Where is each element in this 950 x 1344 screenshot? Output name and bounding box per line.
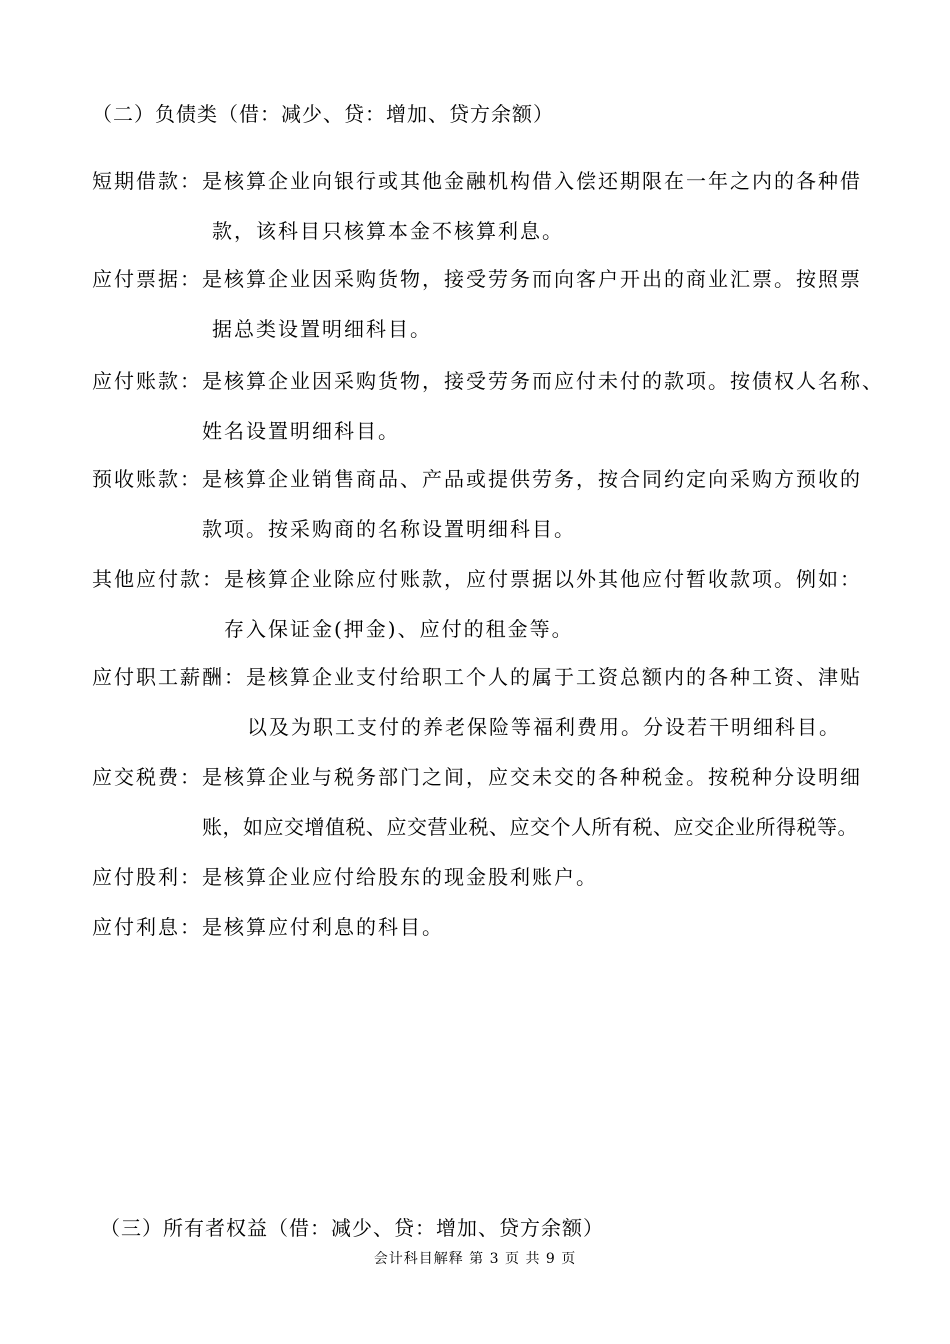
entry-definition: 是核算企业除应付账款，应付票据以外其他应付暂收款项。例如： [224, 567, 862, 591]
entry-definition: 是核算应付利息的科目。 [202, 915, 444, 939]
entry-term: 应付利息： [92, 915, 202, 939]
entry-definition: 是核算企业支付给职工个人的属于工资总额内的各种工资、津贴 [246, 665, 862, 689]
page-footer: 会计科目解释 第 3 页 共 9 页 [373, 1251, 577, 1267]
entry-advances-from-customers [92, 466, 892, 542]
entry-other-payables [92, 566, 892, 642]
entry-line-1 [92, 664, 892, 714]
entry-employee-compensation [92, 664, 892, 740]
entry-term: 其他应付款： [92, 567, 224, 591]
section-heading-owners-equity: （三）所有者权益（借：减少、贷：增加、贷方余额） [100, 1216, 604, 1240]
entry-line-1 [92, 266, 892, 316]
entry-definition: 是核算企业向银行或其他金融机构借入偿还期限在一年之内的各种借 [202, 169, 862, 193]
entry-definition: 是核算企业因采购货物，接受劳务而应付未付的款项。按债权人名称、 [202, 369, 884, 393]
entry-term: 应付账款： [92, 369, 202, 393]
entry-continuation: 以及为职工支付的养老保险等福利费用。分设若干明细科目。 [247, 715, 841, 739]
entry-term: 预收账款： [92, 467, 202, 491]
entry-line-1 [92, 864, 892, 914]
entry-line-1 [92, 566, 892, 616]
entry-term: 短期借款： [92, 169, 202, 193]
entry-continuation: 款，该科目只核算本金不核算利息。 [212, 219, 564, 243]
entry-definition: 是核算企业应付给股东的现金股利账户。 [202, 865, 598, 889]
entry-dividends-payable [92, 864, 892, 914]
entry-notes-payable [92, 266, 892, 342]
entry-term: 应付股利： [92, 865, 202, 889]
entry-continuation: 姓名设置明细科目。 [202, 419, 400, 443]
entry-line-1 [92, 466, 892, 516]
entry-continuation: 款项。按采购商的名称设置明细科目。 [202, 517, 576, 541]
entry-interest-payable [92, 914, 892, 964]
entry-continuation: 账，如应交增值税、应交营业税、应交个人所有税、应交企业所得税等。 [202, 815, 858, 839]
entry-term: 应付票据： [92, 267, 202, 291]
entry-continuation: 存入保证金(押金)、应付的租金等。 [224, 617, 574, 641]
entry-line-1 [92, 914, 892, 964]
entry-definition: 是核算企业与税务部门之间，应交未交的各种税金。按税种分设明细 [202, 765, 862, 789]
entry-term: 应交税费： [92, 765, 202, 789]
entry-definition: 是核算企业销售商品、产品或提供劳务，按合同约定向采购方预收的 [202, 467, 862, 491]
entry-short-term-loans [92, 168, 892, 244]
entry-accounts-payable [92, 368, 892, 444]
entry-continuation: 据总类设置明细科目。 [212, 317, 432, 341]
entry-taxes-payable [92, 764, 892, 840]
section-heading-liabilities: （二）负债类（借：减少、贷：增加、贷方余额） [92, 102, 554, 126]
entry-definition: 是核算企业因采购货物，接受劳务而向客户开出的商业汇票。按照票 [202, 267, 862, 291]
entry-line-1 [92, 764, 892, 814]
entry-line-1 [92, 168, 892, 218]
entry-term: 应付职工薪酬： [92, 665, 246, 689]
entry-line-1 [92, 368, 892, 418]
